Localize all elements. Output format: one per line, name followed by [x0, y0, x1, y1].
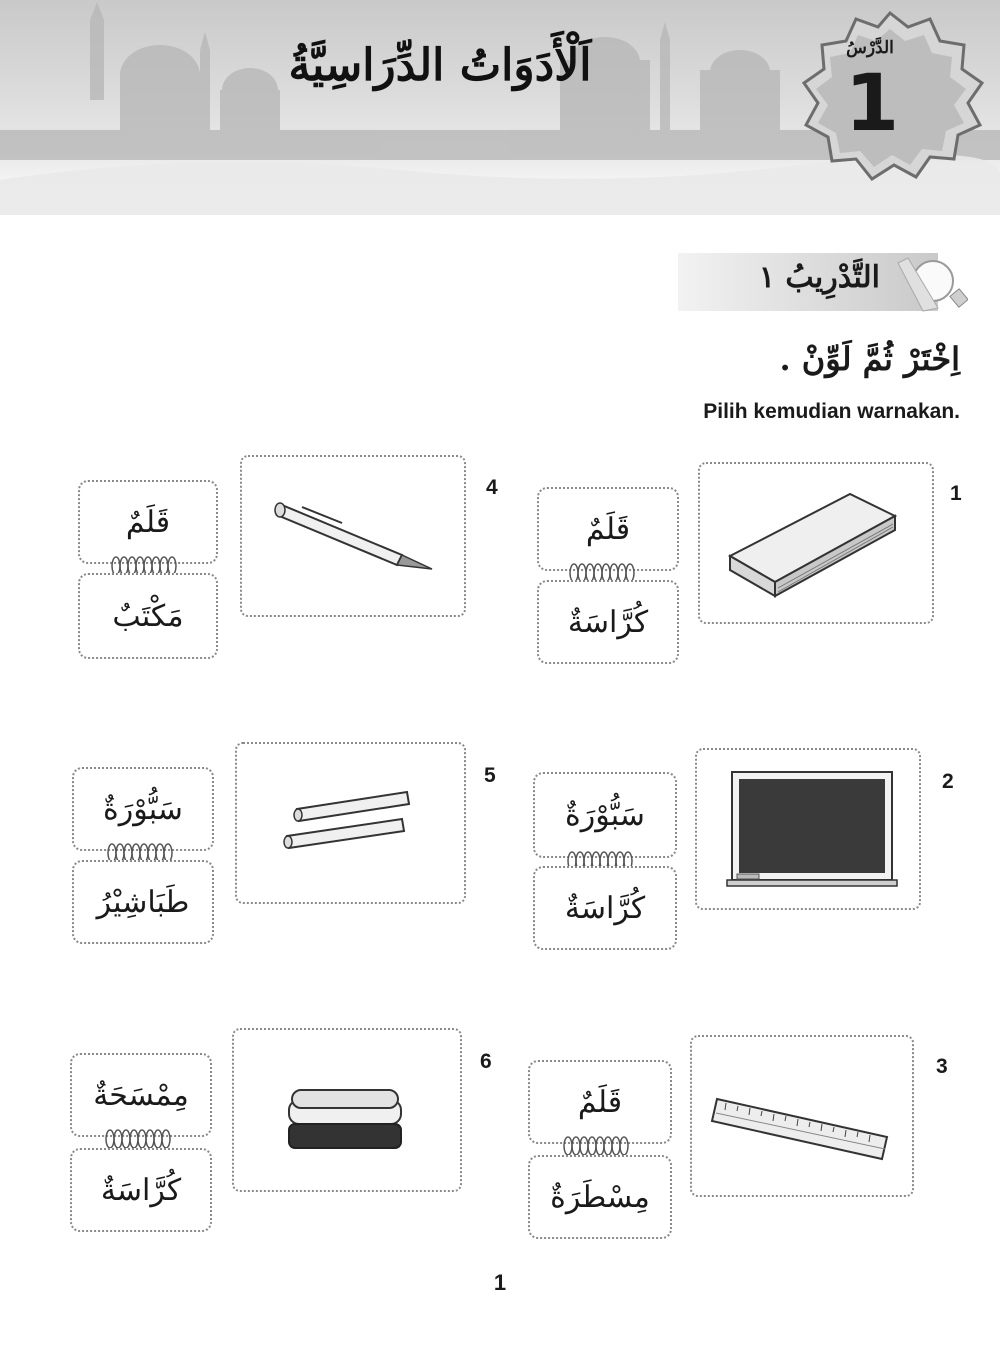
instruction-arabic: اِخْتَرْ ثُمَّ لَوِّنْ . — [779, 340, 960, 378]
ruler-icon — [692, 1037, 912, 1195]
answer-option[interactable]: كُرَّاسَةٌ — [533, 866, 677, 950]
question-number: 4 — [486, 476, 498, 499]
binding-coil — [562, 1135, 632, 1157]
answer-option[interactable]: كُرَّاسَةٌ — [537, 580, 679, 664]
answer-option[interactable]: طَبَاشِيْرُ — [72, 860, 214, 944]
picture-box — [690, 1035, 914, 1197]
answer-option[interactable]: قَلَمٌ — [78, 480, 218, 564]
lesson-word: الدَّرْسُ — [846, 38, 894, 58]
exercise-label: التَّدْرِيبُ ١ — [758, 260, 880, 295]
picture-box — [232, 1028, 462, 1192]
lesson-number: 1 — [844, 59, 900, 149]
answer-option[interactable]: قَلَمٌ — [528, 1060, 672, 1144]
blackboard-icon — [697, 750, 919, 908]
binding-coil — [104, 1128, 174, 1150]
picture-box — [695, 748, 921, 910]
question-number: 5 — [484, 764, 496, 787]
question-number: 1 — [950, 482, 962, 505]
question-number: 3 — [936, 1055, 948, 1078]
answer-option[interactable]: مَكْتَبٌ — [78, 573, 218, 659]
lesson-title: اَلْأَدَوَاتُ الدِّرَاسِيَّةُ — [288, 40, 592, 91]
eraser-icon — [234, 1030, 460, 1190]
picture-box — [235, 742, 466, 904]
answer-option[interactable]: مِمْسَحَةٌ — [70, 1053, 212, 1137]
page-number: 1 — [493, 1270, 507, 1295]
question-number: 6 — [480, 1050, 492, 1073]
answer-option[interactable]: مِسْطَرَةٌ — [528, 1155, 672, 1239]
book-icon — [700, 464, 932, 622]
pen-icon — [242, 457, 464, 615]
chalk-icon — [237, 744, 464, 902]
question-number: 2 — [942, 770, 954, 793]
answer-option[interactable]: كُرَّاسَةٌ — [70, 1148, 212, 1232]
instruction-malay: Pilih kemudian warnakan. — [703, 400, 960, 423]
picture-box — [240, 455, 466, 617]
answer-option[interactable]: قَلَمٌ — [537, 487, 679, 571]
picture-box — [698, 462, 934, 624]
answer-option[interactable]: سَبُّوْرَةٌ — [533, 772, 677, 858]
answer-option[interactable]: سَبُّوْرَةٌ — [72, 767, 214, 851]
